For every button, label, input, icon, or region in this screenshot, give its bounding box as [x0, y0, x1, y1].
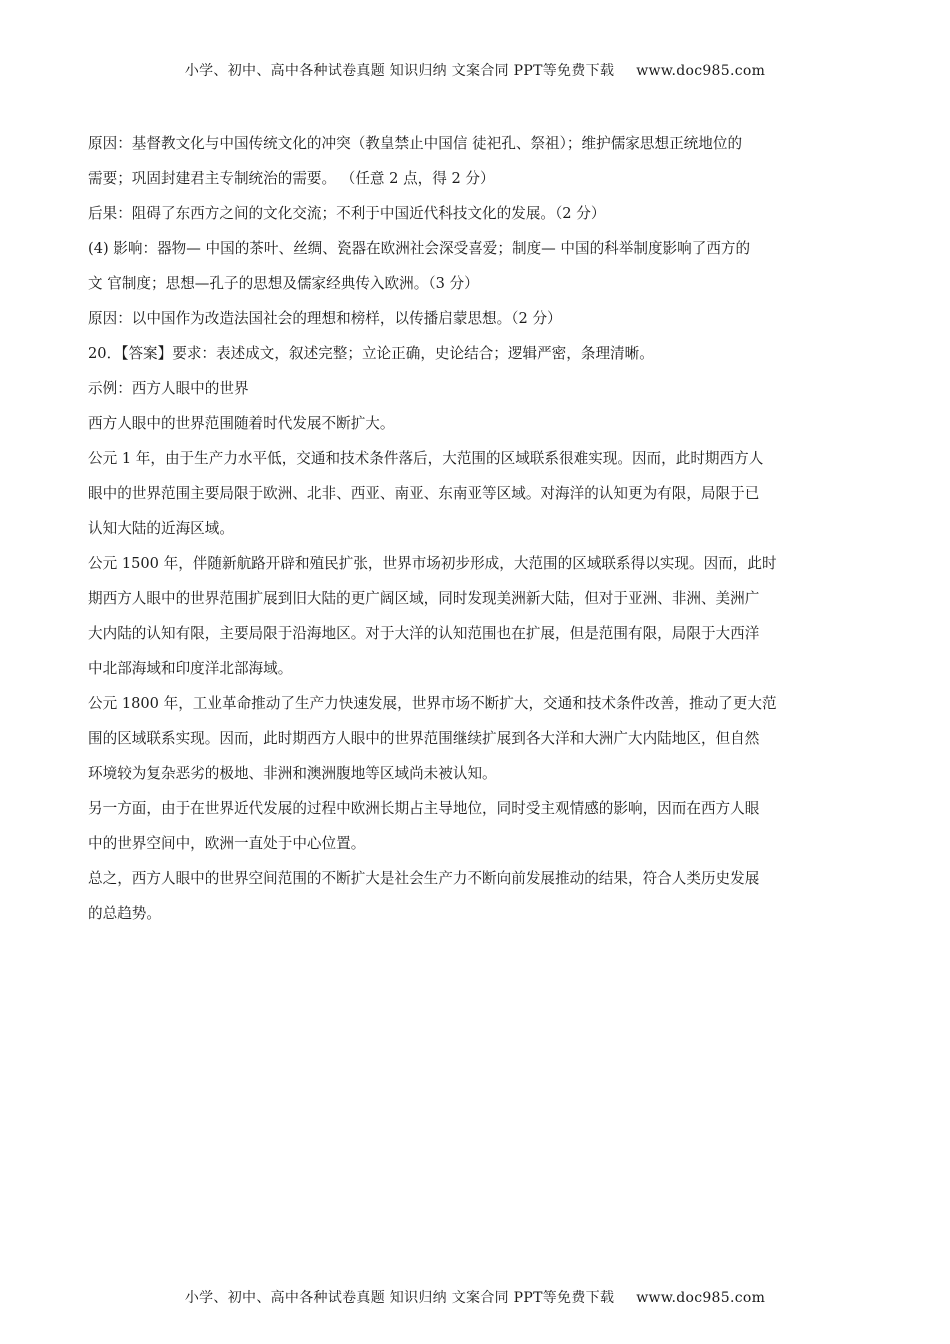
text-line: 的总趋势。: [88, 905, 161, 922]
text-line: 中的世界空间中，欧洲一直处于中心位置。: [88, 835, 366, 852]
text-line: 后果：阻碍了东西方之间的文化交流；不利于中国近代科技文化的发展。（2 分）: [88, 205, 606, 222]
text-line: 认知大陆的近海区域。: [88, 520, 234, 537]
text-line: 示例：西方人眼中的世界: [88, 380, 249, 397]
text-line: 围的区域联系实现。因而，此时期西方人眼中的世界范围继续扩展到各大洋和大洲广大内陆地区，但自然: [88, 730, 760, 747]
footer-url-link[interactable]: www.doc985.com: [636, 1290, 766, 1306]
text-line: 环境较为复杂恶劣的极地、非洲和澳洲腹地等区域尚未被认知。: [88, 765, 497, 782]
page-footer: [0, 1287, 950, 1307]
text-line: 期西方人眼中的世界范围扩展到旧大陆的更广阔区域，同时发现美洲新大陆，但对于亚洲、非洲、美洲广: [88, 590, 760, 607]
text-line: 西方人眼中的世界范围随着时代发展不断扩大。: [88, 415, 395, 432]
document-body: [88, 126, 863, 931]
text-line: 公元 1 年，由于生产力水平低，交通和技术条件落后，大范围的区域联系很难实现。因而，此时期西方人: [88, 450, 764, 467]
text-line: 总之，西方人眼中的世界空间范围的不断扩大是社会生产力不断向前发展推动的结果，符合人类历史发展: [88, 870, 760, 887]
text-line: 需要；巩固封建君主专制统治的需要。 （任意 2 点，得 2 分）: [88, 170, 495, 187]
text-line: 原因：以中国作为改造法国社会的理想和榜样，以传播启蒙思想。（2 分）: [88, 310, 562, 327]
text-line: 原因：基督教文化与中国传统文化的冲突（教皇禁止中国信 徒祀孔、祭祖）；维护儒家思想正统地位的: [88, 135, 743, 152]
text-line: 公元 1800 年，工业革命推动了生产力快速发展，世界市场不断扩大，交通和技术条件改善，推动了更大范: [88, 695, 777, 712]
text-line: 大内陆的认知有限，主要局限于沿海地区。对于大洋的认知范围也在扩展，但是范围有限，局限于大西洋: [88, 625, 760, 642]
page-header: [0, 60, 950, 80]
header-text: 小学、初中、高中各种试卷真题 知识归纳 文案合同 PPT等免费下载: [184, 63, 615, 79]
text-line: 另一方面，由于在世界近代发展的过程中欧洲长期占主导地位，同时受主观情感的影响，因而在西方人眼: [88, 800, 760, 817]
text-line: 公元 1500 年，伴随新航路开辟和殖民扩张，世界市场初步形成，大范围的区域联系得以实现。因而，此时: [88, 555, 777, 572]
footer-text: 小学、初中、高中各种试卷真题 知识归纳 文案合同 PPT等免费下载: [184, 1290, 615, 1306]
text-line: 眼中的世界范围主要局限于欧洲、北非、西亚、南亚、东南亚等区域。对海洋的认知更为有限，局限于已: [88, 485, 760, 502]
text-line: (4) 影响：器物— 中国的茶叶、丝绸、瓷器在欧洲社会深受喜爱；制度— 中国的科举制度影响了西方的: [88, 240, 751, 257]
text-line: 文 官制度；思想—孔子的思想及儒家经典传入欧洲。（3 分）: [88, 275, 479, 292]
header-url-link[interactable]: www.doc985.com: [636, 63, 766, 79]
text-line: 20．【答案】要求：表述成文，叙述完整；立论正确，史论结合；逻辑严密，条理清晰。: [88, 345, 654, 362]
text-line: 中北部海域和印度洋北部海域。: [88, 660, 293, 677]
